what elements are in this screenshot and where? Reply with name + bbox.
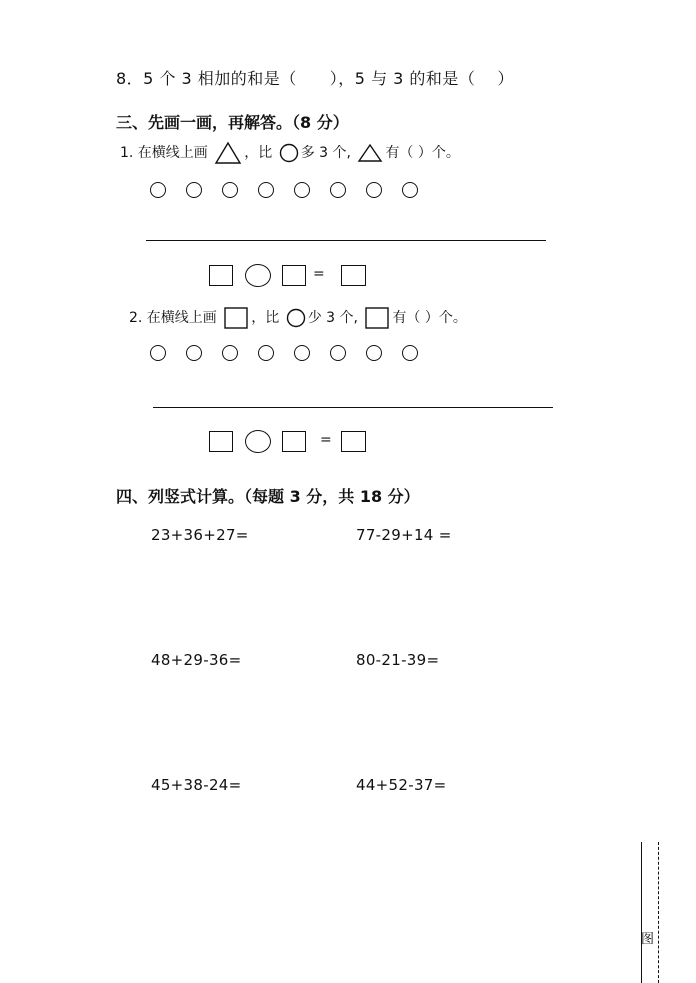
q1-after-circle: 多 3 个, (300, 145, 351, 161)
circle-icon (330, 345, 346, 361)
calc-problem: 23+36+27= (151, 526, 249, 544)
circle-icon (366, 345, 382, 361)
circle-icon (279, 143, 299, 163)
q2-after-circle: 少 3 个, (307, 310, 358, 326)
q2-mid: ，比 (251, 310, 280, 326)
circle-icon (258, 182, 274, 198)
binding-margin-line (641, 842, 642, 983)
section-3-question-2 (129, 306, 467, 330)
answer-box[interactable] (209, 265, 233, 286)
question-8: 8．5 个 3 相加的和是（ ），5 与 3 的和是（ ） (116, 69, 515, 88)
triangle-icon (357, 143, 383, 163)
square-icon (223, 306, 249, 330)
q1-drawing-line[interactable] (146, 240, 546, 241)
q1-suffix: 有（ ）个。 (385, 145, 460, 161)
circle-icon (222, 345, 238, 361)
answer-box[interactable] (341, 431, 366, 452)
answer-box[interactable] (282, 431, 306, 452)
circle-icon (402, 182, 418, 198)
operator-oval[interactable] (245, 264, 271, 287)
q1-prefix: 1. 在横线上画 (120, 145, 208, 161)
calc-problem: 77-29+14 = (356, 526, 452, 544)
circle-icon (186, 345, 202, 361)
triangle-icon (214, 141, 242, 165)
section-4-heading: 四、列竖式计算。（每题 3 分，共 18 分） (116, 487, 420, 506)
operator-oval[interactable] (245, 430, 271, 453)
answer-box[interactable] (209, 431, 233, 452)
circle-icon (330, 182, 346, 198)
q2-prefix: 2. 在横线上画 (129, 310, 217, 326)
calc-problem: 45+38-24= (151, 776, 242, 794)
q2-suffix: 有（ ）个。 (392, 310, 467, 326)
calc-problem: 48+29-36= (151, 651, 242, 669)
circle-icon (294, 345, 310, 361)
calc-problem: 80-21-39= (356, 651, 440, 669)
equals-sign: = (313, 266, 325, 282)
circle-icon (366, 182, 382, 198)
circle-icon (286, 308, 306, 328)
circle-icon (150, 345, 166, 361)
equals-sign: = (320, 432, 332, 448)
circle-icon (402, 345, 418, 361)
answer-box[interactable] (282, 265, 306, 286)
circle-icon (222, 182, 238, 198)
circle-icon (186, 182, 202, 198)
calc-problem: 44+52-37= (356, 776, 447, 794)
section-3-heading: 三、先画一画，再解答。（8 分） (116, 113, 349, 132)
q2-drawing-line[interactable] (153, 407, 553, 408)
section-3-question-1 (120, 141, 460, 165)
circle-icon (294, 182, 310, 198)
margin-label: 图 (641, 932, 655, 947)
circle-icon (150, 182, 166, 198)
circle-icon (258, 345, 274, 361)
binding-margin-dashed-line (658, 842, 659, 983)
q1-mid: ，比 (244, 145, 273, 161)
answer-box[interactable] (341, 265, 366, 286)
square-icon (364, 306, 390, 330)
